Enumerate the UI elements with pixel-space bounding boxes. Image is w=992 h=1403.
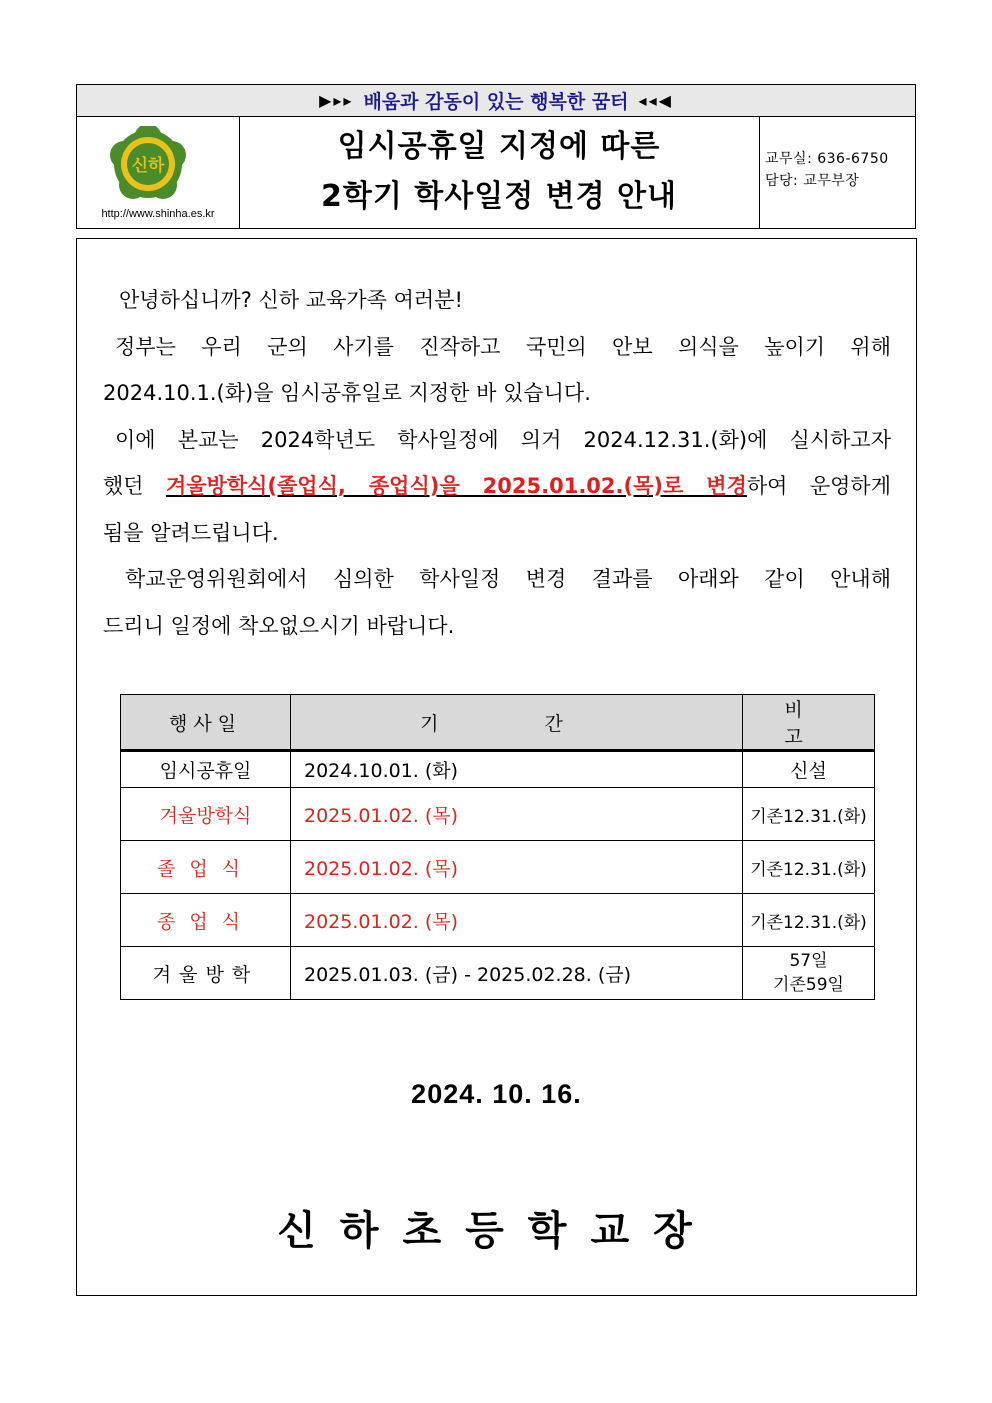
school-url[interactable]: http://www.shinha.es.kr xyxy=(101,208,215,220)
note-cell: 기존12.31.(화) xyxy=(743,788,875,841)
para1-line2: 2024.10.1.(화)을 임시공휴일로 지정한 바 있습니다. xyxy=(103,381,591,405)
event-cell: 겨울방학식 xyxy=(121,788,291,841)
table-row xyxy=(121,751,875,788)
header-event: 행사일 xyxy=(121,695,291,751)
period-cell: 2025.01.02. (목) xyxy=(291,841,743,894)
main-box xyxy=(76,238,917,1296)
table-row xyxy=(121,841,875,894)
school-motto: 배움과 감동이 있는 행복한 꿈터 xyxy=(363,91,629,113)
event-cell: 겨울방학 xyxy=(121,947,291,1000)
para3-line1: 학교운영위원회에서 심의한 학사일정 변경 결과를 아래와 같이 안내해 xyxy=(125,567,891,591)
contact-person: 담당: 교무부장 xyxy=(765,173,860,189)
motto-bar xyxy=(77,85,915,117)
header-note: 비 고 xyxy=(743,695,875,751)
event-cell: 종업식 xyxy=(121,894,291,947)
para2-after: 하여 운영하게 xyxy=(746,474,891,498)
period-cell: 2025.01.02. (목) xyxy=(291,894,743,947)
para2-line3: 됨을 알려드립니다. xyxy=(103,520,279,545)
table-row xyxy=(121,947,875,1000)
period-cell: 2025.01.02. (목) xyxy=(291,788,743,841)
greeting: 안녕하십니까? 신하 교육가족 여러분! xyxy=(119,288,463,312)
note-cell xyxy=(743,947,875,1000)
para2-before: 했던 xyxy=(103,474,166,498)
para1-line1: 정부는 우리 군의 사기를 진작하고 국민의 안보 의식을 높이기 위해 xyxy=(115,334,891,359)
para3-line2: 드리니 일정에 착오없으시기 바랍니다. xyxy=(103,613,455,638)
motto-left-arrows: ▶▸▸ xyxy=(319,91,354,110)
principal-signature: 신하초등학교장 xyxy=(277,1208,716,1254)
note-previous-days: 기존59일 xyxy=(773,975,844,995)
para2-line1: 이에 본교는 2024학년도 학사일정에 의거 2024.12.31.(화)에 실시하고자 xyxy=(115,427,891,452)
period-cell: 2024.10.01. (화) xyxy=(291,751,743,788)
title-cell xyxy=(239,116,760,228)
title-line-1: 임시공휴일 지정에 따른 xyxy=(337,129,661,164)
period-cell: 2025.01.03. (금) - 2025.02.28. (금) xyxy=(291,947,743,1000)
school-logo-icon xyxy=(107,126,189,206)
contact-phone: 교무실: 636-6750 xyxy=(765,151,889,167)
table-header-row xyxy=(121,695,875,751)
contact-cell xyxy=(760,116,915,228)
note-cell: 기존12.31.(화) xyxy=(743,894,875,947)
logo-cell xyxy=(77,116,240,228)
header-period: 기 간 xyxy=(291,695,743,751)
event-cell: 임시공휴일 xyxy=(121,751,291,788)
change-highlight: 겨울방학식(졸업식, 종업식)을 2025.01.02.(목)로 변경 xyxy=(165,474,747,498)
logo-text: 신하 xyxy=(131,156,165,176)
document-date: 2024. 10. 16. xyxy=(411,1079,582,1109)
motto-right-arrows: ◂◂◀ xyxy=(638,91,673,110)
header-box xyxy=(76,84,916,229)
event-cell: 졸업식 xyxy=(121,841,291,894)
note-cell: 신설 xyxy=(743,751,875,788)
note-cell: 기존12.31.(화) xyxy=(743,841,875,894)
para2-line2 xyxy=(103,463,891,510)
title-line-2: 2학기 학사일정 변경 안내 xyxy=(320,179,677,214)
table-row xyxy=(121,894,875,947)
body-text xyxy=(103,277,891,649)
schedule-table xyxy=(120,694,875,1000)
table-row xyxy=(121,788,875,841)
note-days: 57일 xyxy=(789,951,828,971)
